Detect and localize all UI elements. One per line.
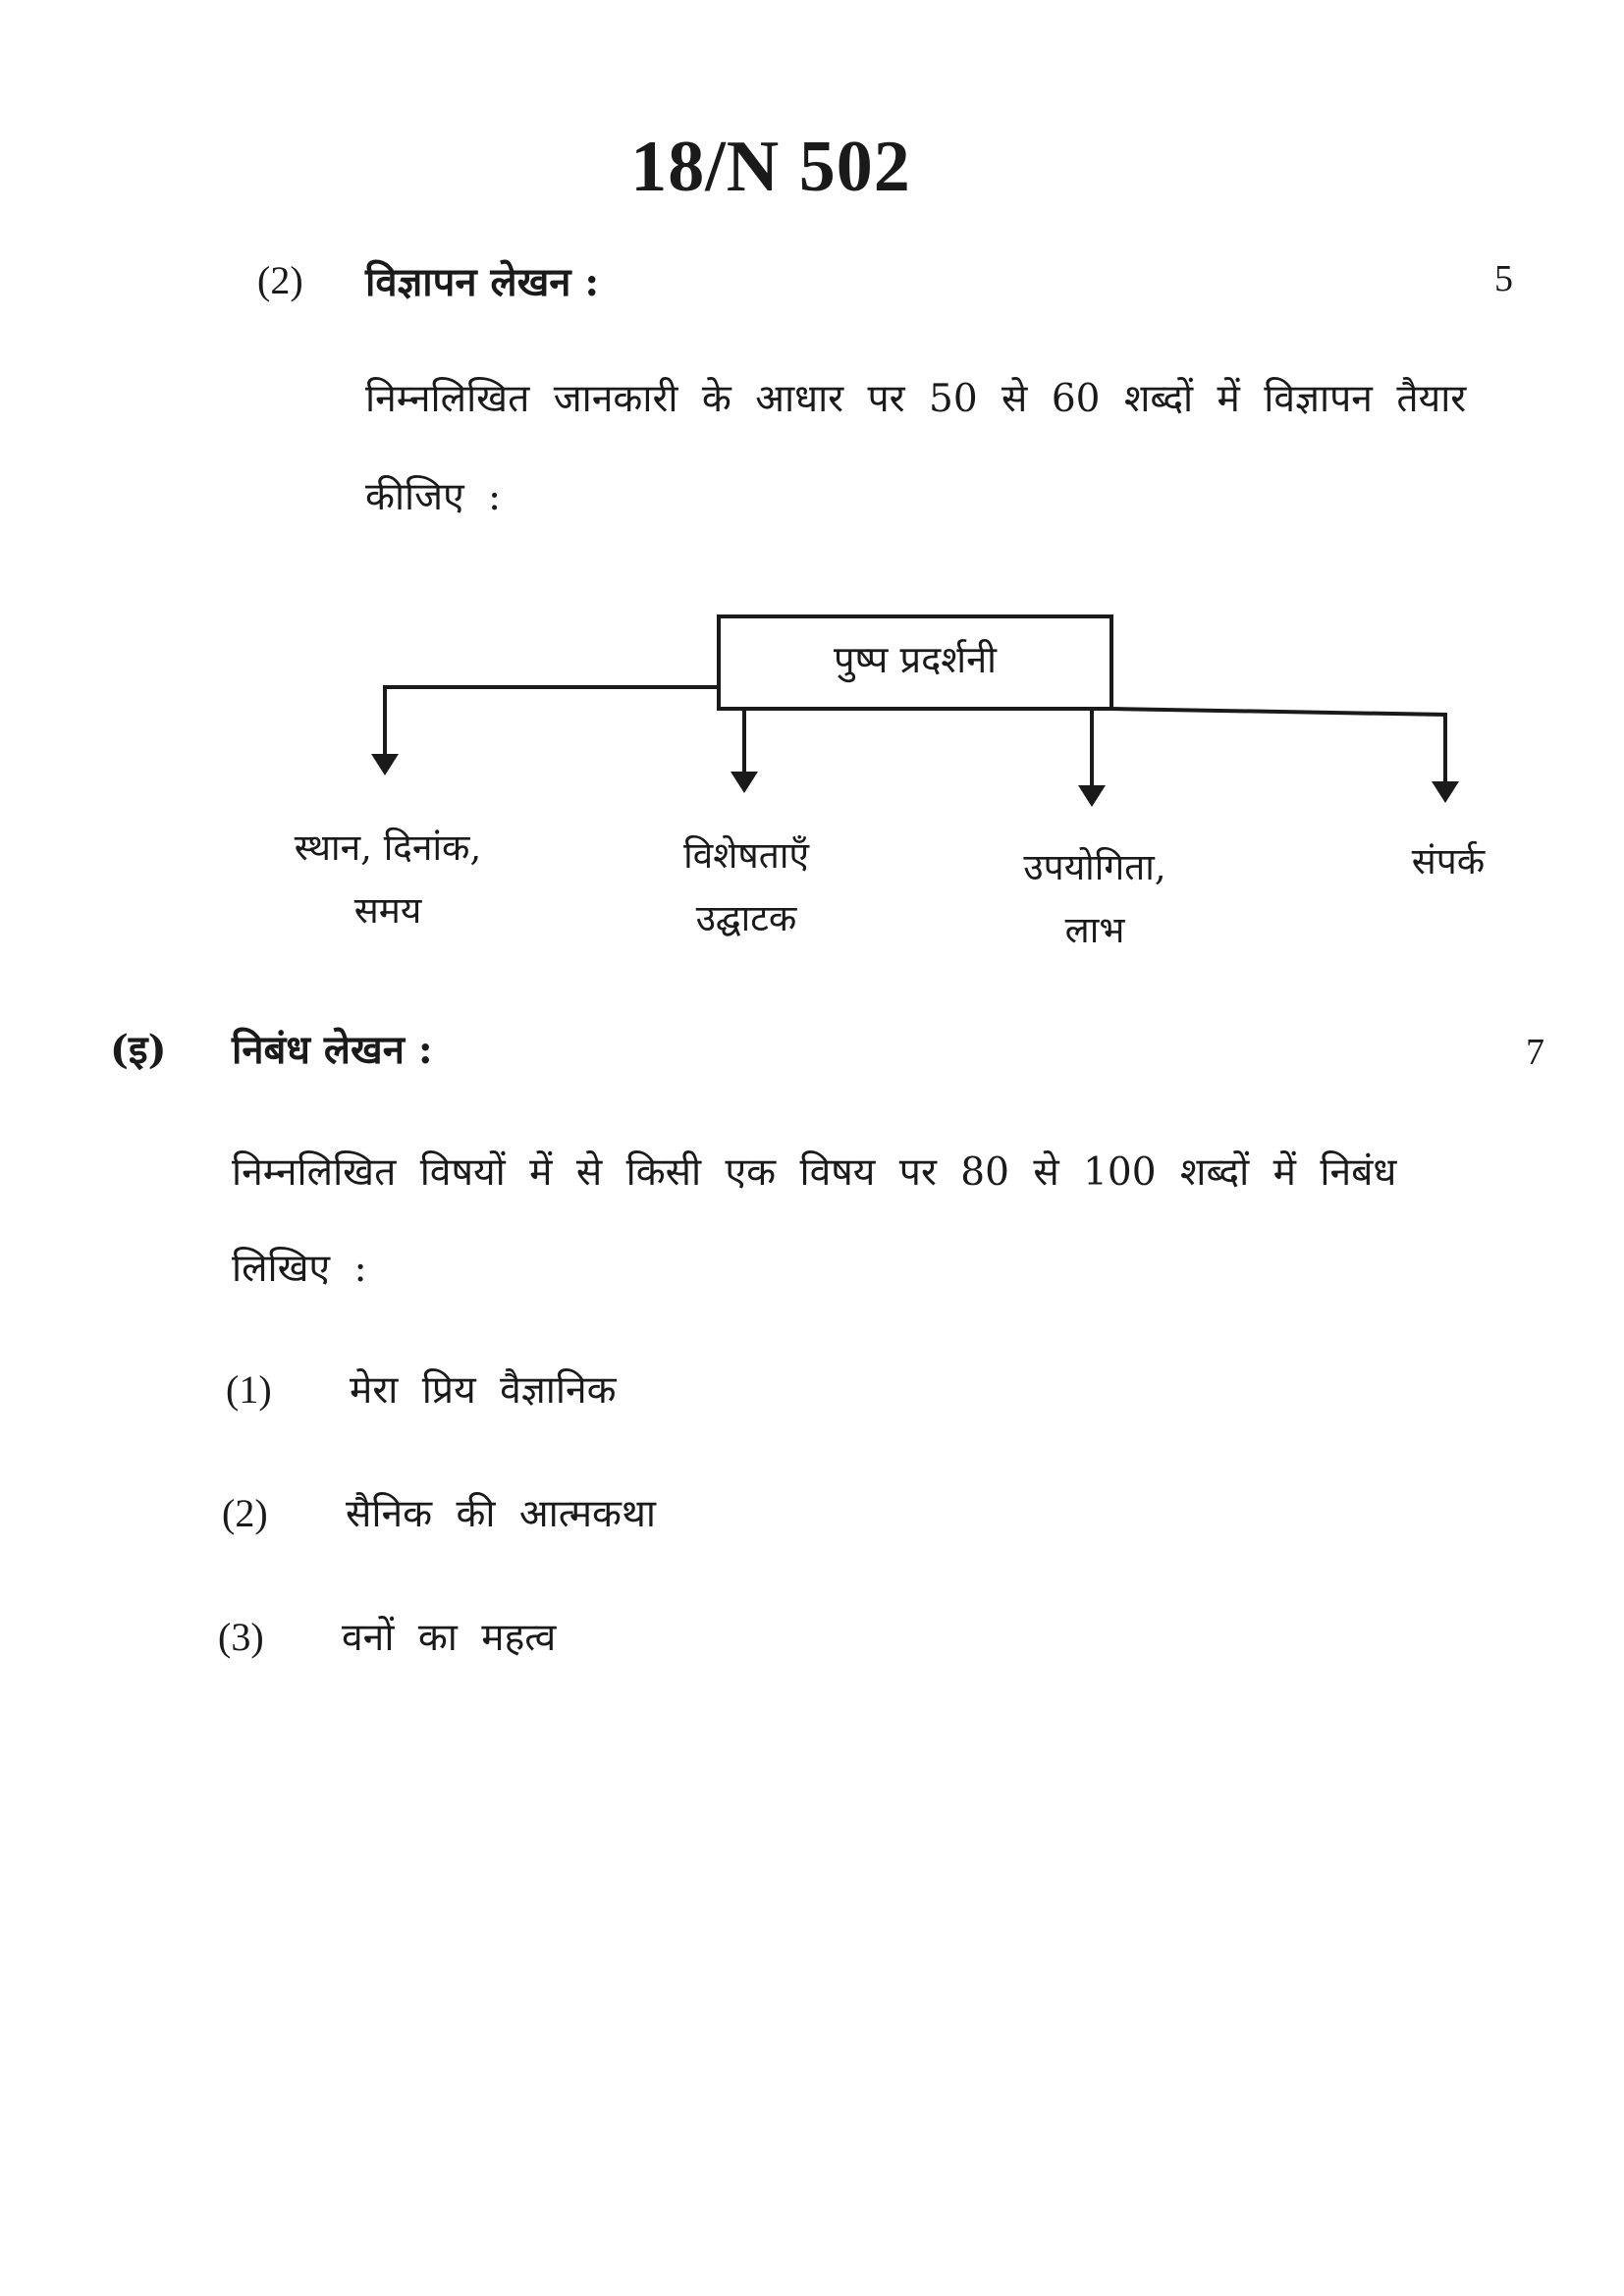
section-advert-number: (2) xyxy=(257,258,303,302)
connector-left xyxy=(385,687,719,768)
section-essay-instruction-line2: लिखिए : xyxy=(232,1247,367,1291)
branch-4 xyxy=(1345,830,1551,893)
section-advert-instruction-line1: निम्नलिखित जानकारी के आधार पर 50 से 60 शब्दों में विज्ञापन तैयार xyxy=(365,377,1467,421)
paper-code: 18/N 502 xyxy=(630,127,911,207)
branch-3-line2: लाभ xyxy=(1064,909,1125,951)
section-essay-marks: 7 xyxy=(1526,1032,1544,1073)
topic-2-text: सैनिक की आत्मकथा xyxy=(346,1492,657,1536)
branch-2 xyxy=(609,825,884,950)
topic-1-number: (1) xyxy=(226,1367,272,1412)
branch-1 xyxy=(245,817,530,942)
section-essay-instruction-line1: निम्नलिखित विषयों में से किसी एक विषय पर 80 से 100 शब्दों में निबंध xyxy=(232,1150,1397,1195)
section-advert-instruction-line2: कीजिए : xyxy=(365,475,502,519)
arrow-down-icon xyxy=(1432,781,1459,803)
topic-3-number: (3) xyxy=(218,1615,264,1659)
branch-2-line2: उद्घाटक xyxy=(695,897,797,939)
section-essay-number: (इ) xyxy=(110,1027,167,1073)
branch-1-line1: स्थान, दिनांक, xyxy=(294,827,482,869)
arrow-down-icon xyxy=(1078,785,1106,807)
section-advert-heading: विज्ञापन लेखन : xyxy=(365,259,600,305)
branch-3 xyxy=(962,836,1227,962)
branch-3-line1: उपयोगिता, xyxy=(1023,846,1166,888)
connector-right xyxy=(1111,709,1445,795)
topic-1-text: मेरा प्रिय वैज्ञानिक xyxy=(350,1368,617,1413)
section-advert-marks: 5 xyxy=(1494,258,1513,299)
arrow-down-icon xyxy=(371,754,399,775)
diagram-center-label: पुष्प प्रदर्शनी xyxy=(833,638,998,681)
topic-2-number: (2) xyxy=(222,1491,268,1535)
topic-3-text: वनों का महत्व xyxy=(342,1616,557,1660)
branch-1-line2: समय xyxy=(353,889,422,932)
arrow-down-icon xyxy=(731,772,758,793)
section-essay-heading: निबंध लेखन : xyxy=(232,1027,433,1073)
branch-4-line1: संपर्क xyxy=(1411,840,1486,882)
branch-2-line1: विशेषताएँ xyxy=(683,834,809,877)
